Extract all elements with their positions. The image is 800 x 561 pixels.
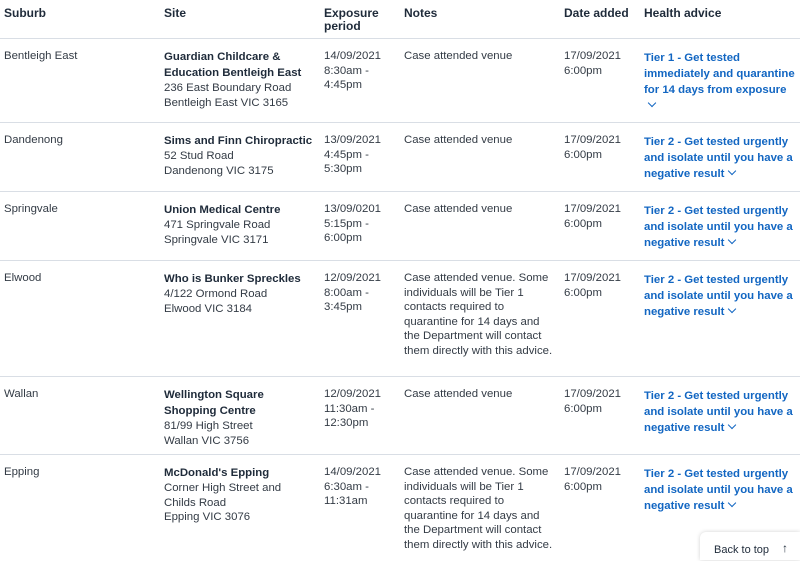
health-advice-text: Tier 2 - Get tested urgently and isolate until you have a negative result [644,390,793,434]
date-added-cell [564,49,636,78]
site-address-line1: 471 Springvale Road [164,219,271,231]
suburb-cell: Epping [4,466,40,478]
health-advice-text: Tier 2 - Get tested urgently and isolate until you have a negative result [644,136,793,180]
notes-cell: Case attended venue [404,203,513,215]
time-added: 6:00pm [564,286,602,299]
exposure-cell [324,49,396,93]
health-advice-toggle[interactable] [644,466,796,514]
exposure-cell [324,271,396,315]
site-cell [164,271,314,316]
exposure-time: 8:00am - 3:45pm [324,286,369,313]
suburb-cell: Springvale [4,203,58,215]
exposure-date: 12/09/2021 [324,272,382,284]
site-cell [164,202,314,247]
site-address-line2: Springvale VIC 3171 [164,233,269,246]
exposure-date: 12/09/2021 [324,388,382,400]
date-added-cell [564,202,636,231]
site-address-line1: 81/99 High Street [164,420,253,432]
header-health-advice: Health advice [644,6,722,20]
exposure-time: 4:45pm - 5:30pm [324,148,369,175]
chevron-down-icon [728,421,736,429]
notes-cell: Case attended venue. Some individuals will be Tier 1 contacts required to quarantine for 14 days and the Department will contact them directly with this advice. [404,272,553,357]
health-advice-text: Tier 1 - Get tested immediately and quarantine for 14 days from exposure [644,52,795,96]
exposure-time: 6:30am - 11:31am [324,480,369,507]
time-added: 6:00pm [564,402,602,415]
table-row [0,122,800,192]
site-name: Sims and Finn Chiropractic [164,135,313,147]
health-advice-toggle[interactable] [644,388,796,436]
back-to-top-button[interactable] [700,532,800,560]
suburb-cell: Bentleigh East [4,50,78,62]
chevron-down-icon [728,305,736,313]
date-added-cell [564,133,636,162]
health-advice-text: Tier 2 - Get tested urgently and isolate until you have a negative result [644,274,793,318]
site-address-line1: 4/122 Ormond Road [164,288,268,300]
health-advice-toggle[interactable] [644,134,796,182]
exposure-time: 8:30am - 4:45pm [324,64,369,91]
site-address-line2: Wallan VIC 3756 [164,434,250,447]
site-name: Union Medical Centre [164,204,281,216]
site-name: Who is Bunker Spreckles [164,273,301,285]
back-to-top-label: Back to top [714,544,770,556]
exposure-cell [324,465,396,509]
chevron-down-icon [728,167,736,175]
site-cell [164,387,314,448]
exposure-cell [324,133,396,177]
notes-cell: Case attended venue [404,134,513,146]
suburb-cell: Elwood [4,272,42,284]
health-advice-toggle[interactable] [644,50,796,114]
exposure-date: 14/09/2021 [324,50,382,62]
site-name: McDonald's Epping [164,467,270,479]
site-name: Guardian Childcare & Education Bentleigh East [164,51,302,79]
date-added: 17/09/2021 [564,203,622,215]
chevron-down-icon [728,236,736,244]
date-added-cell [564,465,636,494]
header-date-added: Date added [564,6,629,20]
health-advice-text: Tier 2 - Get tested urgently and isolate until you have a negative result [644,205,793,249]
exposure-time: 5:15pm - 6:00pm [324,217,369,244]
exposure-time: 11:30am - 12:30pm [324,402,375,429]
header-notes: Notes [404,6,438,20]
header-suburb: Suburb [4,6,46,20]
table-header [0,0,800,38]
site-address-line2: Elwood VIC 3184 [164,302,253,315]
date-added-cell [564,271,636,300]
date-added: 17/09/2021 [564,466,622,478]
site-address-line2: Epping VIC 3076 [164,511,251,523]
notes-cell: Case attended venue [404,50,513,62]
site-address-line1: 236 East Boundary Road [164,82,292,94]
header-site: Site [164,6,187,20]
suburb-cell: Wallan [4,388,39,400]
site-address-line2: Dandenong VIC 3175 [164,164,274,177]
exposure-cell [324,202,396,246]
health-advice-text: Tier 2 - Get tested urgently and isolate until you have a negative result [644,468,793,512]
exposure-cell [324,387,396,431]
header-exposure-period: Exposure period [324,6,379,33]
table-row [0,376,800,455]
site-name: Wellington Square Shopping Centre [164,389,264,417]
notes-cell: Case attended venue. Some individuals will be Tier 1 contacts required to quarantine for 14 days and the Department will contact them directly with this advice. [404,466,553,551]
date-added: 17/09/2021 [564,134,622,146]
site-address-line1: 52 Stud Road [164,150,234,162]
table-row [0,454,800,561]
notes-cell: Case attended venue [404,388,513,400]
date-added: 17/09/2021 [564,388,622,400]
health-advice-toggle[interactable] [644,203,796,251]
site-cell [164,49,314,110]
suburb-cell: Dandenong [4,134,63,146]
date-added: 17/09/2021 [564,272,622,284]
time-added: 6:00pm [564,148,602,161]
chevron-down-icon [648,99,656,107]
health-advice-toggle[interactable] [644,272,796,320]
date-added: 17/09/2021 [564,50,622,62]
exposure-date: 14/09/2021 [324,466,382,478]
exposure-date: 13/09/0201 [324,203,382,215]
table-row [0,38,800,123]
table-row [0,191,800,261]
table-row [0,260,800,377]
exposure-date: 13/09/2021 [324,134,382,146]
time-added: 6:00pm [564,217,602,230]
site-address-line1: Corner High Street and Childs Road [164,482,282,509]
chevron-down-icon [728,499,736,507]
arrow-up-icon: ↑ [782,541,788,555]
site-cell [164,465,314,525]
time-added: 6:00pm [564,480,602,493]
date-added-cell [564,387,636,416]
site-cell [164,133,314,178]
site-address-line2: Bentleigh East VIC 3165 [164,96,289,109]
time-added: 6:00pm [564,64,602,77]
